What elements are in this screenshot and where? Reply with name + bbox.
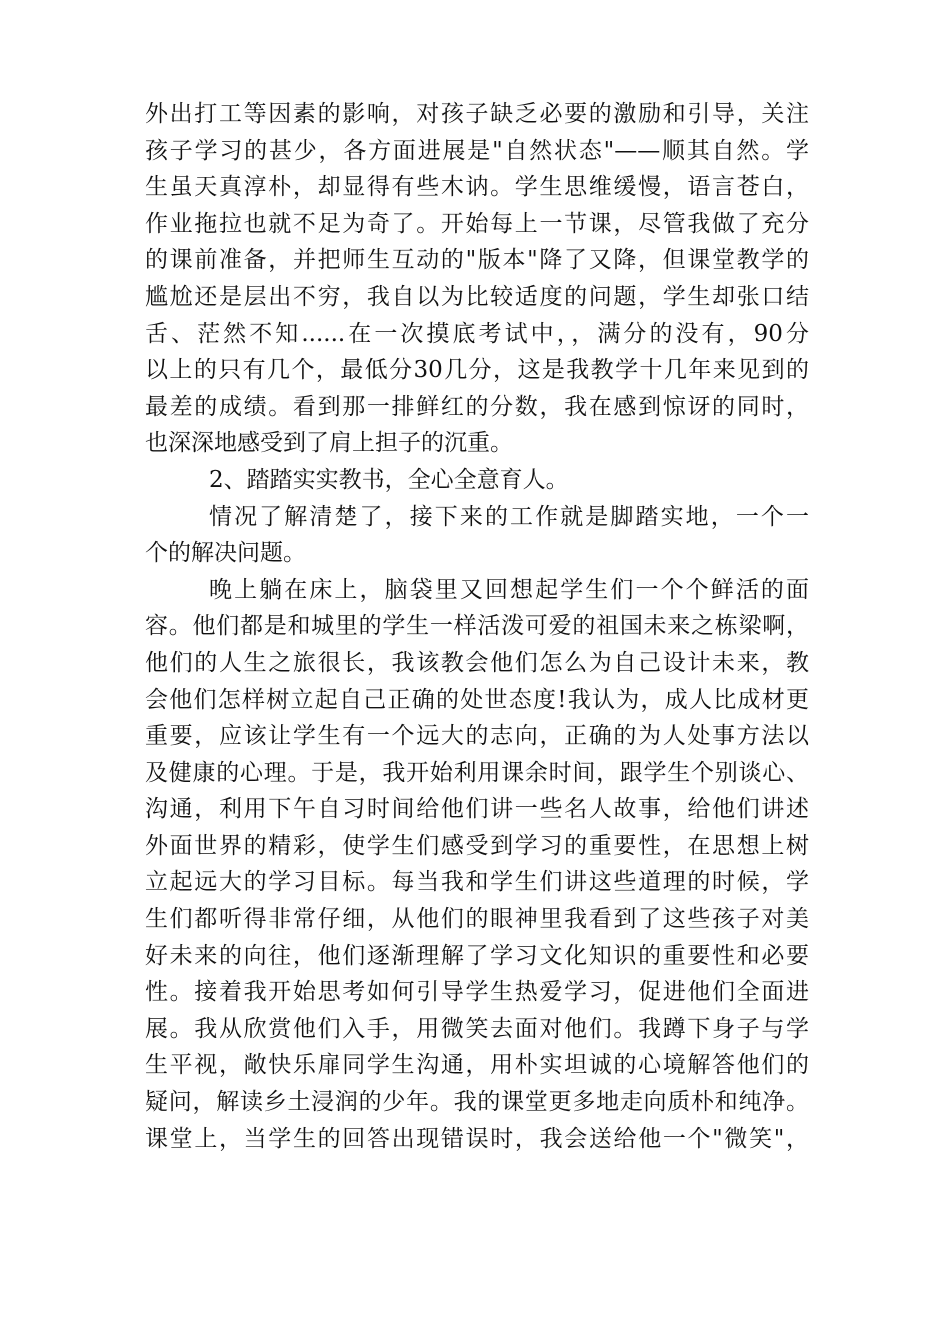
text-line: 孩子学习的甚少，各方面进展是"自然状态"——顺其自然。学 bbox=[145, 137, 809, 164]
text-line: 重要，应该让学生有一个远大的志向，正确的为人处事方法以 bbox=[145, 723, 809, 750]
text-line: 舌、茫然不知......在一次摸底考试中，，满分的没有，90分 bbox=[145, 320, 809, 347]
text-line: 晚上躺在床上，脑袋里又回想起学生们一个个鲜活的面 bbox=[209, 576, 809, 603]
text-line: 尴尬还是层出不穷，我自以为比较适度的问题，学生却张口结 bbox=[145, 283, 809, 310]
text-line: 生们都听得非常仔细，从他们的眼神里我看到了这些孩子对美 bbox=[145, 906, 809, 933]
text-line: 性。接着我开始思考如何引导学生热爱学习，促进他们全面进 bbox=[145, 979, 809, 1006]
text-line: 以上的只有几个，最低分30几分，这是我教学十几年来见到的 bbox=[145, 357, 809, 384]
text-line: 及健康的心理。于是，我开始利用课余时间，跟学生个别谈心、 bbox=[145, 759, 809, 786]
text-line: 展。我从欣赏他们入手，用微笑去面对他们。我蹲下身子与学 bbox=[145, 1015, 809, 1042]
text-line: 个的解决问题。 bbox=[145, 540, 306, 567]
text-line: 外出打工等因素的影响，对孩子缺乏必要的激励和引导，关注 bbox=[145, 101, 809, 127]
text-line: 立起远大的学习目标。每当我和学生们讲这些道理的时候，学 bbox=[145, 869, 809, 896]
text-line: 的课前准备，并把师生互动的"版本"降了又降，但课堂教学的 bbox=[145, 247, 809, 274]
text-line: 外面世界的精彩，使学生们感受到学习的重要性，在思想上树 bbox=[145, 832, 809, 859]
text-line: 生虽天真淳朴，却显得有些木讷。学生思维缓慢，语言苍白， bbox=[145, 174, 809, 201]
text-line: 会他们怎样树立起自己正确的处世态度!我认为，成人比成材更 bbox=[145, 686, 809, 713]
text-line: 疑问，解读乡土浸润的少年。我的课堂更多地走向质朴和纯净。 bbox=[145, 1089, 809, 1116]
document-body bbox=[145, 96, 809, 1157]
section-heading: 2、踏踏实实教书，全心全意育人。 bbox=[209, 466, 569, 493]
text-line: 好未来的向往，他们逐渐理解了学习文化知识的重要性和必要 bbox=[145, 942, 809, 969]
text-line: 作业拖拉也就不足为奇了。开始每上一节课，尽管我做了充分 bbox=[145, 210, 809, 237]
text-line: 他们的人生之旅很长，我该教会他们怎么为自己设计未来，教 bbox=[145, 649, 809, 676]
text-line: 沟通，利用下午自习时间给他们讲一些名人故事，给他们讲述 bbox=[145, 796, 809, 823]
text-line: 容。他们都是和城里的学生一样活泼可爱的祖国未来之栋梁啊， bbox=[145, 613, 809, 640]
text-line: 最差的成绩。看到那一排鲜红的分数，我在感到惊讶的同时， bbox=[145, 393, 809, 420]
text-line: 生平视，敞快乐扉同学生沟通，用朴实坦诚的心境解答他们的 bbox=[145, 1052, 809, 1079]
text-line: 课堂上，当学生的回答出现错误时，我会送给他一个"微笑"， bbox=[145, 1125, 809, 1152]
text-line: 情况了解清楚了，接下来的工作就是脚踏实地，一个一 bbox=[209, 503, 809, 530]
text-line: 也深深地感受到了肩上担子的沉重。 bbox=[145, 430, 513, 457]
